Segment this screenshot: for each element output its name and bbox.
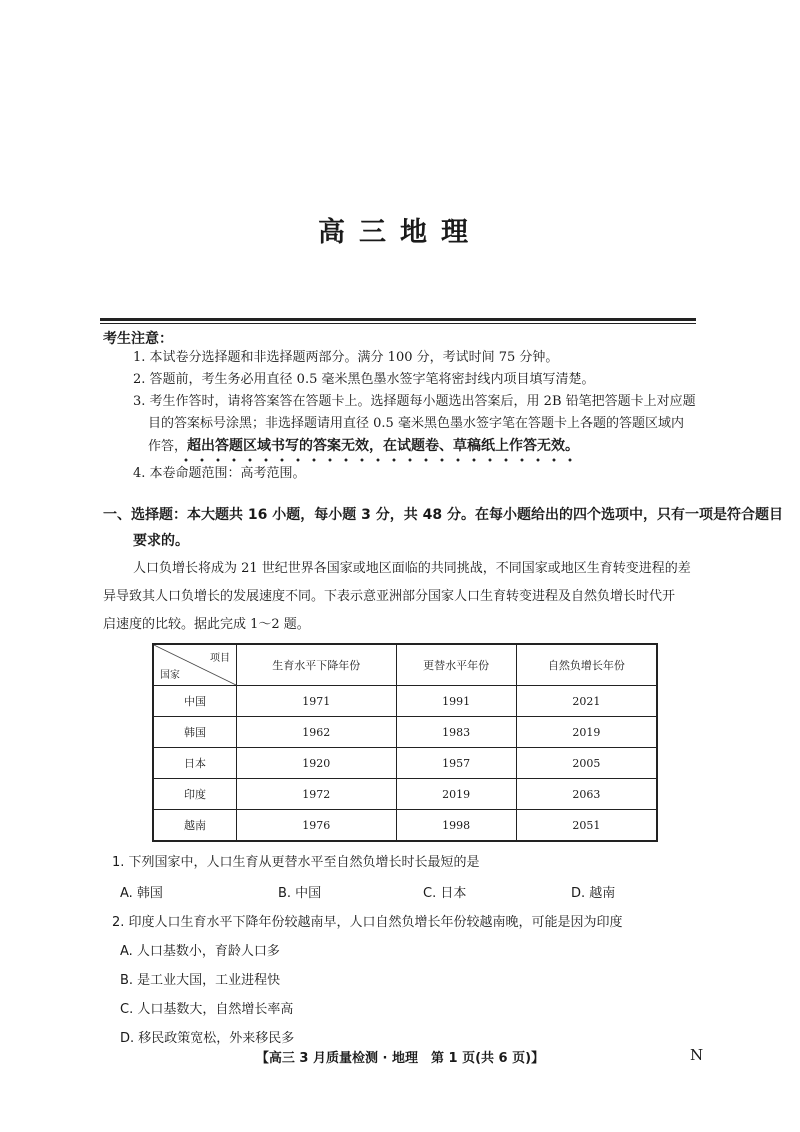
table-cell: 1991 [396, 686, 516, 717]
question-1-stem: 1. 下列国家中，人口生育从更替水平至自然负增长时长最短的是 [112, 855, 480, 870]
table-cell: 2021 [516, 686, 657, 717]
table-cell: 2051 [516, 810, 657, 842]
table-cell: 1998 [396, 810, 516, 842]
notice-item-3-prefix: 作答， [148, 439, 188, 454]
question-2-stem: 2. 印度人口生育水平下降年份较越南早，人口自然负增长年份较越南晚，可能是因为印度 [112, 915, 623, 930]
question-1-option-d: D. 越南 [571, 886, 616, 901]
table-cell: 2005 [516, 748, 657, 779]
notice-heading: 考生注意： [103, 331, 173, 347]
corner-label-country: 国家 [160, 670, 180, 681]
country-cell: 中国 [153, 686, 237, 717]
notice-item-3-line-2: 目的答案标号涂黑；非选择题请用直径 0.5 毫米黑色墨水签字笔在答题卡上各题的答题区域内 [148, 416, 684, 431]
table-corner-cell [153, 644, 237, 686]
corner-mark: N [690, 1046, 704, 1064]
divider-thin [100, 323, 696, 324]
section-heading-line-1: 一、选择题：本大题共 16 小题，每小题 3 分，共 48 分。在每小题给出的四个选项中，只有一项是符合题目 [103, 507, 783, 523]
table-cell: 2019 [396, 779, 516, 810]
notice-item-2: 2. 答题前，考生务必用直径 0.5 毫米黑色墨水签字笔将密封线内项目填写清楚。 [133, 372, 595, 387]
column-header: 自然负增长年份 [516, 644, 657, 686]
notice-item-1: 1. 本试卷分选择题和非选择题两部分。满分 100 分，考试时间 75 分钟。 [133, 350, 559, 365]
corner-label-item: 项目 [210, 653, 230, 664]
notice-emphasis: 超出答题区域书写的答案无效，在试题卷、草稿纸上作答无效。 [187, 438, 580, 454]
table-cell: 1976 [237, 810, 397, 842]
table-row [153, 686, 657, 717]
page-title: 高三地理 [318, 217, 482, 248]
notice-item-4: 4. 本卷命题范围：高考范围。 [133, 466, 306, 481]
column-header: 更替水平年份 [396, 644, 516, 686]
passage-line-1: 人口负增长将成为 21 世纪世界各国家或地区面临的共同挑战，不同国家或地区生育转变进程的差 [133, 561, 691, 576]
country-cell: 印度 [153, 779, 237, 810]
country-cell: 越南 [153, 810, 237, 842]
country-cell: 日本 [153, 748, 237, 779]
table-row [153, 717, 657, 748]
question-1-option-b: B. 中国 [278, 886, 322, 901]
table-cell: 1962 [237, 717, 397, 748]
question-2-option-a: A. 人口基数小，育龄人口多 [120, 944, 280, 959]
passage-line-2: 异导致其人口负增长的发展速度不同。下表示意亚洲部分国家人口生育转变进程及自然负增长时代开 [103, 589, 676, 604]
question-2-option-d: D. 移民政策宽松，外来移民多 [120, 1031, 295, 1046]
table-row [153, 779, 657, 810]
table-row [153, 748, 657, 779]
table-cell: 1983 [396, 717, 516, 748]
notice-item-3-line-1: 3. 考生作答时，请将答案答在答题卡上。选择题每小题选出答案后，用 2B 铅笔把答题卡上对应题 [133, 394, 696, 409]
table-cell: 1957 [396, 748, 516, 779]
emphasis-dots [178, 457, 578, 463]
table-cell: 2063 [516, 779, 657, 810]
table-row [153, 810, 657, 842]
question-2-option-b: B. 是工业大国，工业进程快 [120, 973, 281, 988]
table-cell: 1920 [237, 748, 397, 779]
table-header-row [153, 644, 657, 686]
question-2-option-c: C. 人口基数大，自然增长率高 [120, 1002, 294, 1017]
data-table [152, 643, 658, 842]
page-footer: 【高三 3 月质量检测 · 地理 第 1 页(共 6 页)】 [255, 1051, 545, 1066]
table-cell: 2019 [516, 717, 657, 748]
question-1-option-c: C. 日本 [423, 886, 467, 901]
question-1-option-a: A. 韩国 [120, 886, 163, 901]
table-cell: 1972 [237, 779, 397, 810]
passage-line-3: 启速度的比较。据此完成 1～2 题。 [103, 617, 310, 632]
table-cell: 1971 [237, 686, 397, 717]
country-cell: 韩国 [153, 717, 237, 748]
section-heading-line-2: 要求的。 [133, 533, 189, 549]
notice-item-3-line-3 [148, 436, 579, 457]
divider-thick [100, 318, 696, 321]
column-header: 生育水平下降年份 [237, 644, 397, 686]
